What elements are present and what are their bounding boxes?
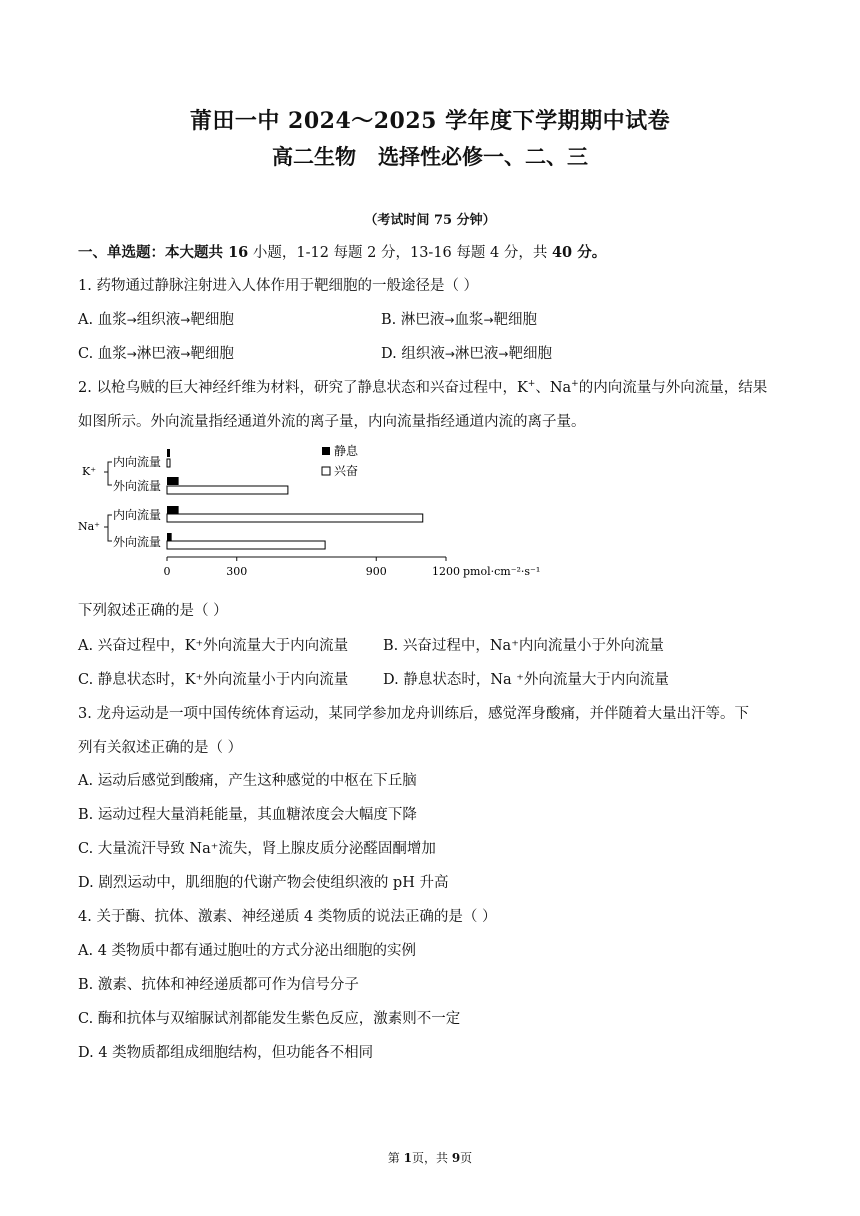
q4-option-d[interactable]: D. 4 类物质都组成细胞结构，但功能各不相同 bbox=[78, 1045, 374, 1061]
subject-label: 高二生物 bbox=[272, 144, 356, 169]
q3-stem: 3. 龙舟运动是一项中国传统体育运动，某同学参加龙舟训练后，感觉浑身酸痛，并伴随着大量出汗等。下 bbox=[78, 706, 749, 722]
bar-label: 外向流量 bbox=[113, 479, 162, 493]
x-tick-label: 900 bbox=[365, 565, 387, 578]
x-unit: pmol·cm⁻²·s⁻¹ bbox=[463, 565, 541, 578]
bar-rest bbox=[167, 449, 170, 457]
legend-label-rest: 静息 bbox=[334, 444, 359, 458]
q4-option-b[interactable]: B. 激素、抗体和神经递质都可作为信号分子 bbox=[78, 977, 359, 993]
q2-option-d[interactable]: D. 静息状态时，Na ⁺外向流量大于内向流量 bbox=[383, 672, 669, 688]
q1-option-a[interactable]: A. 血浆→组织液→靶细胞 bbox=[78, 312, 234, 328]
legend-swatch-rest bbox=[322, 447, 330, 455]
bar-rest bbox=[167, 477, 179, 485]
page-footer: 第 1页，共 9页 bbox=[387, 1151, 473, 1165]
q3-stem-2: 列有关叙述正确的是（ ） bbox=[78, 740, 243, 756]
q4-option-a[interactable]: A. 4 类物质中都有通过胞吐的方式分泌出细胞的实例 bbox=[78, 943, 417, 959]
group-label-k: K⁺ bbox=[82, 465, 97, 478]
bar-excited bbox=[167, 514, 423, 522]
group-label-na: Na⁺ bbox=[78, 520, 100, 533]
bar-excited bbox=[167, 541, 325, 549]
x-tick-label: 1200 bbox=[432, 565, 460, 578]
legend-swatch-excite bbox=[322, 467, 330, 475]
na-bracket bbox=[104, 515, 112, 541]
section-heading: 一、单选题：本大题共 16 小题，1-12 每题 2 分，13-16 每题 4 分，共 40 分。 bbox=[78, 244, 607, 261]
q1-option-d[interactable]: D. 组织液→淋巴液→靶细胞 bbox=[381, 346, 552, 362]
q2-stem: 2. 以枪乌贼的巨大神经纤维为材料，研究了静息状态和兴奋过程中，K+、Na+的内向流量与外向流量，结果 bbox=[78, 379, 768, 396]
exam-title: 莆田一中 2024～2025 学年度下学期期中试卷 bbox=[189, 108, 671, 134]
ion-flux-chart bbox=[72, 440, 552, 585]
bar-label: 内向流量 bbox=[113, 508, 162, 522]
x-tick-label: 300 bbox=[226, 565, 248, 578]
bar-excited bbox=[167, 459, 170, 467]
q1-option-c[interactable]: C. 血浆→淋巴液→靶细胞 bbox=[78, 346, 234, 362]
x-tick-label: 0 bbox=[163, 565, 171, 578]
q2-option-a[interactable]: A. 兴奋过程中，K⁺外向流量大于内向流量 bbox=[78, 638, 349, 654]
q2-option-c[interactable]: C. 静息状态时，K⁺外向流量小于内向流量 bbox=[78, 672, 349, 688]
q4-stem: 4. 关于酶、抗体、激素、神经递质 4 类物质的说法正确的是（ ） bbox=[78, 909, 497, 925]
q2-lead: 下列叙述正确的是（ ） bbox=[78, 603, 228, 619]
q1-stem: 1. 药物通过静脉注射进入人体作用于靶细胞的一般途径是（ ） bbox=[78, 278, 479, 294]
q3-option-b[interactable]: B. 运动过程大量消耗能量，其血糖浓度会大幅度下降 bbox=[78, 807, 417, 823]
bar-label: 内向流量 bbox=[113, 455, 162, 469]
exam-time: （考试时间 75 分钟） bbox=[364, 213, 496, 228]
q2-option-b[interactable]: B. 兴奋过程中，Na⁺内向流量小于外向流量 bbox=[383, 638, 664, 654]
q3-option-c[interactable]: C. 大量流汗导致 Na⁺流失，肾上腺皮质分泌醛固酮增加 bbox=[78, 841, 436, 857]
q2-stem-2: 如图所示。外向流量指经通道外流的离子量，内向流量指经通道内流的离子量。 bbox=[78, 414, 586, 430]
q1-option-b[interactable]: B. 淋巴液→血浆→靶细胞 bbox=[381, 312, 537, 328]
bar-rest bbox=[167, 506, 179, 514]
legend-label-excite: 兴奋 bbox=[334, 464, 359, 478]
k-bracket bbox=[104, 462, 112, 485]
scope-label: 选择性必修一、二、三 bbox=[378, 144, 588, 169]
q4-option-c[interactable]: C. 酶和抗体与双缩脲试剂都能发生紫色反应，激素则不一定 bbox=[78, 1011, 461, 1027]
bar-label: 外向流量 bbox=[113, 535, 162, 549]
q3-option-a[interactable]: A. 运动后感觉到酸痛，产生这种感觉的中枢在下丘脑 bbox=[78, 773, 417, 789]
bar-rest bbox=[167, 533, 172, 541]
bar-excited bbox=[167, 486, 288, 494]
exam-subtitle bbox=[0, 141, 860, 171]
q3-option-d[interactable]: D. 剧烈运动中，肌细胞的代谢产物会使组织液的 pH 升高 bbox=[78, 875, 449, 891]
